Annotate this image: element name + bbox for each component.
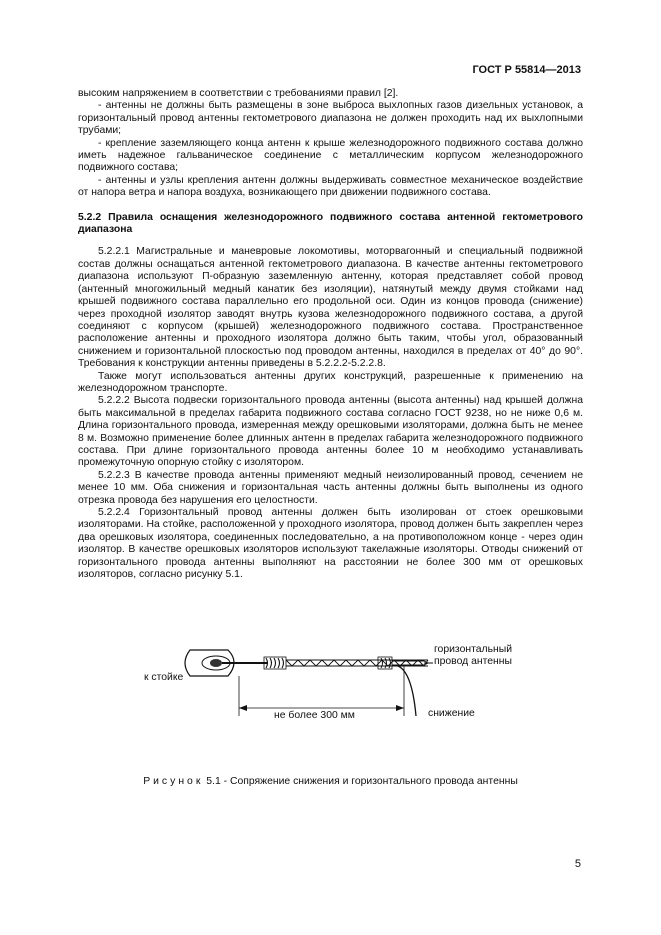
paragraph: - крепление заземляющего конца антенн к крыше железнодорожного подвижного состава должно иметь надежное гальваническое соединение с металлическим корпусом железнодорожного подвижного состава; (78, 137, 583, 174)
paragraph: - антенны и узлы крепления антенн должны выдерживать совместное механическое воздействие от напора ветра и напора воздуха, возникающего при движении подвижного состава. (78, 174, 583, 199)
figure-5-1 (128, 636, 548, 736)
caption-word: Рисунок (143, 776, 204, 787)
figure-caption (0, 776, 661, 787)
paragraph: 5.2.2.4 Горизонтальный провод антенны должен быть изолирован от стоек орешковыми изоляторами. На стойке, расположенной у проходного изолятора, провод должен быть закреплен через два орешковых изолятора, соединенных последовательно, а на противоположном конце - через один изолятор. В качестве орешковых изоляторов используют такелажные изоляторы. Отводы снижений от горизонтального провода антенны выполняют на расстоянии не более 300 мм от орешковых изоляторов, согласно рисунку 5.1. (78, 507, 583, 581)
paragraph: высоким напряжением в соответствии с требованиями правил [2]. (78, 88, 399, 99)
caption-text: 5.1 - Сопряжение снижения и горизонтального провода антенны (206, 776, 518, 787)
label-wire: горизонтальный провод антенны (434, 644, 512, 667)
page-number: 5 (574, 858, 581, 870)
body-text (78, 88, 583, 581)
label-post: к стойке (144, 672, 184, 683)
paragraph: 5.2.2.1 Магистральные и маневровые локомотивы, моторвагонный и специальный подвижной состав должны оснащаться антенной гектометрового диапазона. В качестве антенны гектометрового диапазона используют П-образную заземленную антенну, которая представляет собой провод (антенный многожильный медный канатик без изоляции), натянутый между двумя стойками над крышей подвижного состава параллельно его продольной оси. Один из концов провода (снижение) через проходной изолятор заводят внутрь кузова железнодорожного подвижного состава, а другой соединяют с корпусом (крышей) железнодорожного подвижного состава. Пространственное расположение антенны и проходного изолятора должно быть таким, чтобы угол, образованный снижением и горизонтальной плоскостью под проводом антенны, находился в пределах от 40° до 90°. Требования к конструкции антенны приведены в 5.2.2.2-5.2.2.8. (78, 246, 583, 370)
paragraph: 5.2.2.2 Высота подвески горизонтального провода антенны (высота антенны) над крышей должна быть максимальной в пределах габарита подвижного состава согласно ГОСТ 9238, но не ниже 0,6 м. Длина горизонтального провода, измеренная между орешковыми изоляторами, должна быть не менее 8 м. Возможно применение более длинных антенн в пределах габарита железнодорожного подвижного состава. При длине горизонтального провода антенны более 10 м необходимо устанавливать промежуточную опорную стойку с изолятором. (78, 395, 583, 469)
label-descent: снижение (428, 708, 475, 719)
label-dimension: не более 300 мм (274, 710, 355, 721)
wire-binding-left (264, 657, 286, 669)
paragraph: 5.2.2.3 В качестве провода антенны применяют медный неизолированный провод, сечением не менее 10 мм. Оба снижения и горизонтальная часть антенны должны быть выполнены из одного отрезка провода без нарушения его целостности. (78, 469, 583, 506)
nut-insulator-shape (185, 650, 268, 676)
paragraph: Также могут использоваться антенны других конструкций, разрешенные к применению на железнодорожном транспорте. (78, 370, 583, 394)
dimension-line (239, 666, 404, 716)
document-id: ГОСТ Р 55814—2013 (472, 64, 581, 76)
paragraph: - антенны не должны быть размещены в зоне выброса выхлопных газов дизельных установок, а горизонтальный провод антенны гектометрового диапазона не должен проходить над их выхлопными трубами; (78, 100, 583, 137)
section-heading: 5.2.2 Правила оснащения железнодорожного подвижного состава антенной гектометрового диапазона (78, 211, 583, 236)
